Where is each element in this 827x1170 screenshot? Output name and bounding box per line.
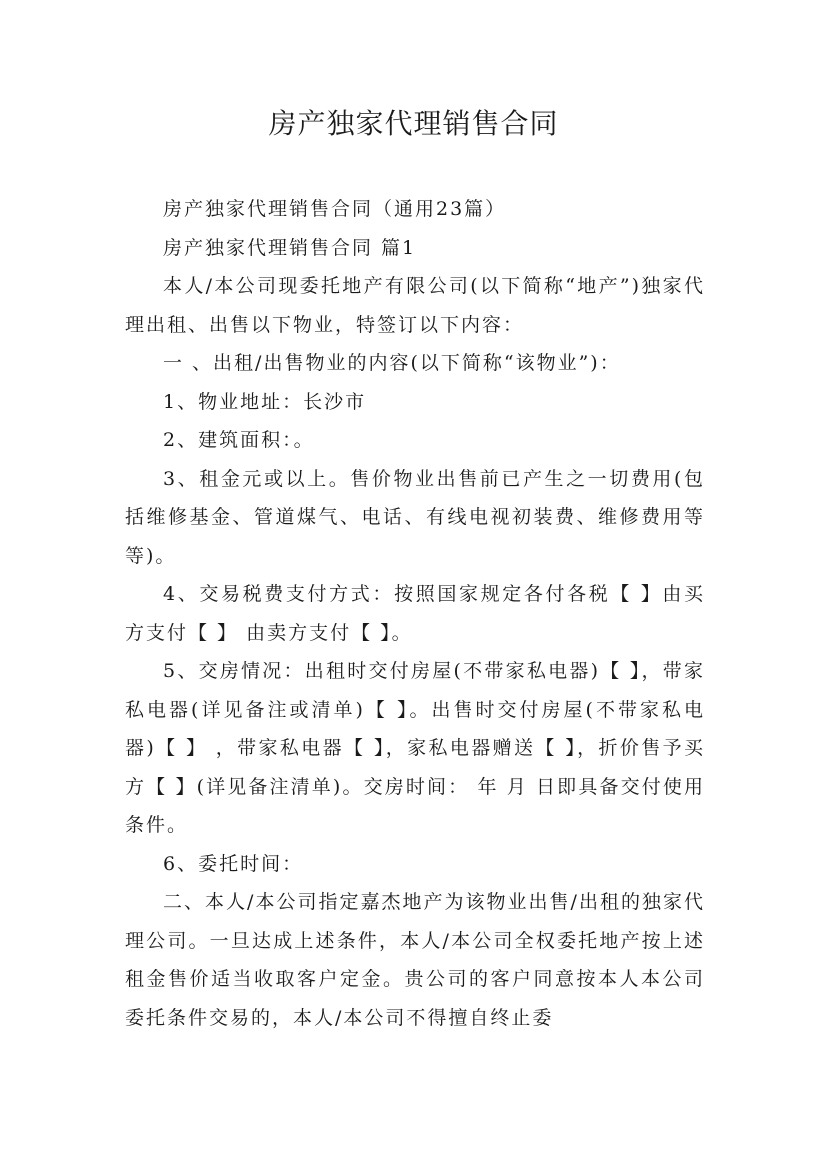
paragraph-item-term: 6、委托时间：	[163, 852, 304, 875]
paragraph-item-rent: 3、租金元或以上。售价物业出售前已产生之一切费用(包括维修基金、管道煤气、电话、有线电视初装费、维修费用等等)。	[125, 467, 705, 567]
paragraph-clause-2: 二、本人/本公司指定嘉杰地产为该物业出售/出租的独家代理公司。一旦达成上述条件，本人/本公司全权委托地产按上述租金售价适当收取客户定金。贵公司的客户同意按本人本公司委托条件交易的，本人/本公司不得擅自终止委	[125, 891, 705, 1029]
paragraph-section-heading: 房产独家代理销售合同 篇1	[163, 236, 417, 259]
paragraph-item-handover: 5、交房情况：出租时交付房屋(不带家私电器)【 】，带家私电器(详见备注或清单)【 】。出售时交付房屋(不带家私电器)【 】 ，带家私电器【 】，家私电器赠送【 】，折价售予买方【 】(详见备注清单)。交房时间： 年 月 日即具备交付使用条件。	[125, 660, 705, 836]
document-title: 房产独家代理销售合同	[268, 107, 559, 140]
document-body	[125, 190, 705, 1037]
paragraph-clause-1: 一 、出租/出售物业的内容(以下简称“该物业”)：	[163, 352, 621, 374]
paragraph-item-tax: 4、交易税费支付方式：按照国家规定各付各税【 】由买方支付【 】 由卖方支付【 】。	[125, 583, 705, 644]
paragraph-item-area: 2、建筑面积：。	[163, 429, 315, 451]
paragraph-intro: 本人/本公司现委托地产有限公司(以下简称“地产”)独家代理出租、出售以下物业，特签订以下内容：	[125, 275, 705, 336]
paragraph-subtitle: 房产独家代理销售合同（通用23篇）	[163, 198, 507, 220]
paragraph-item-address: 1、物业地址：长沙市	[163, 390, 367, 413]
